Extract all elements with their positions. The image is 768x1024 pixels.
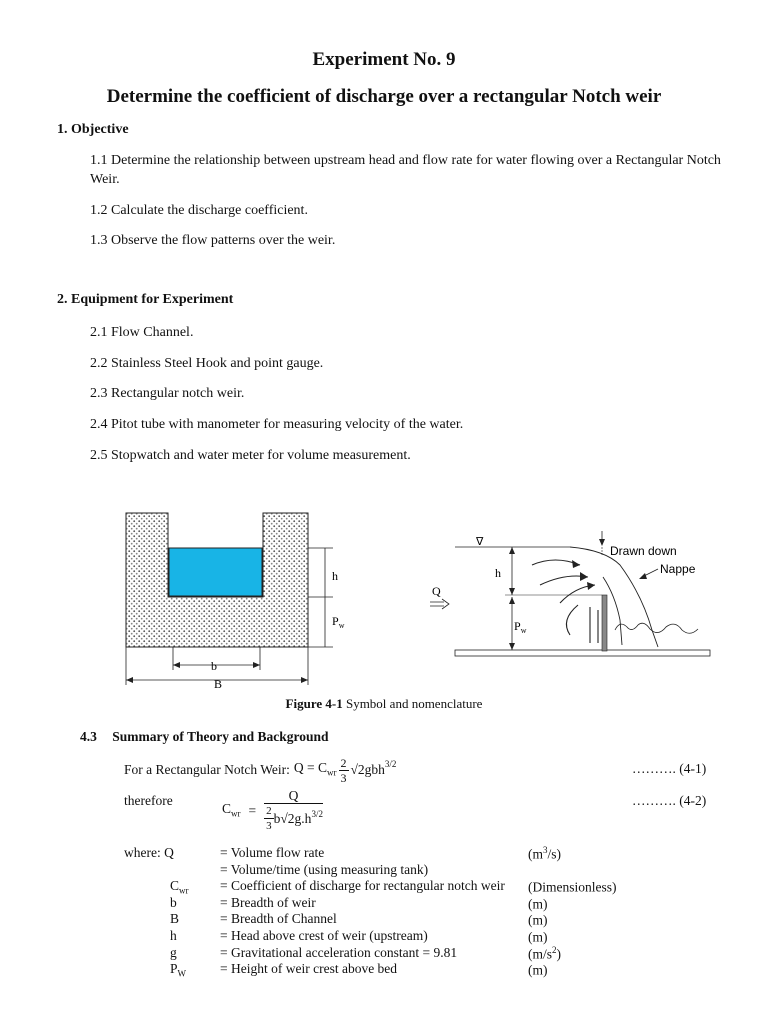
document-subtitle: Determine the coefficient of discharge over a rectangular Notch weir bbox=[106, 86, 662, 107]
label-B: B bbox=[214, 677, 223, 690]
definition-symbol: b bbox=[170, 894, 177, 910]
theory-heading-number: 4.3 bbox=[80, 729, 97, 744]
eq2-ref: ………. (4-2) bbox=[632, 793, 707, 808]
label-drawn-down: Drawn down bbox=[610, 544, 677, 558]
eq2-den-exp: 3/2 bbox=[311, 808, 323, 819]
definition-unit: $(m/s^2)$ bbox=[528, 944, 562, 962]
definition-unit: (m) bbox=[528, 962, 548, 978]
eq1-text: For a Rectangular Notch Weir: bbox=[124, 762, 290, 777]
eq2-text: therefore bbox=[124, 793, 173, 808]
label-h-side: h bbox=[495, 566, 501, 580]
definition-unit: (m) bbox=[528, 929, 548, 945]
definition-row bbox=[0, 895, 768, 912]
equipment-heading: 2. Equipment for Experiment bbox=[57, 292, 234, 307]
document-title: Experiment No. 9 bbox=[312, 49, 456, 70]
definition-row bbox=[0, 845, 768, 862]
definition-description: = Gravitational acceleration constant = 9.81 bbox=[220, 944, 458, 960]
equipment-item-2: 2.2 Stainless Steel Hook and point gauge. bbox=[90, 356, 324, 371]
objective-item-1: 1.1 Determine the relationship between upstream head and flow rate for water flowing over a Rectangular Notch Weir. bbox=[90, 153, 721, 187]
definition-unit: $(m^3/s)$ bbox=[528, 845, 561, 862]
eq2-den-c: b√2g.h bbox=[273, 810, 312, 826]
weir-cross-section-diagram bbox=[118, 505, 358, 690]
objective-item-3: 1.3 Observe the flow patterns over the weir. bbox=[90, 233, 336, 248]
svg-text:Pw bbox=[332, 614, 345, 630]
eq2-sub: wr bbox=[231, 808, 241, 819]
definition-row bbox=[0, 961, 768, 978]
definition-unit: (m) bbox=[528, 896, 548, 912]
eq1-root: √2gbh bbox=[350, 762, 385, 777]
definition-symbol: $C_{wr}$ bbox=[170, 878, 189, 896]
eq2-den-b: 3 bbox=[266, 820, 272, 832]
label-nappe: Nappe bbox=[660, 562, 696, 576]
definition-description: = Coefficient of discharge for rectangular notch weir bbox=[220, 878, 505, 894]
definition-row bbox=[0, 862, 768, 879]
water-region bbox=[169, 548, 262, 596]
equipment-item-1: 2.1 Flow Channel. bbox=[90, 325, 194, 340]
theory-heading bbox=[80, 729, 329, 745]
eq1-num: 2 bbox=[340, 755, 347, 770]
equation-4-2 bbox=[222, 782, 323, 840]
definition-description: = Volume/time (using measuring tank) bbox=[220, 861, 429, 877]
definition-symbol: h bbox=[170, 928, 177, 943]
equipment-item-3: 2.3 Rectangular notch weir. bbox=[90, 386, 245, 401]
objective-item-2: 1.2 Calculate the discharge coefficient. bbox=[90, 203, 308, 218]
eq2-equals: = bbox=[248, 803, 257, 818]
figure-caption bbox=[0, 696, 768, 712]
eq1-den: 3 bbox=[340, 770, 347, 785]
label-pw-side: P bbox=[514, 619, 521, 633]
definition-description: = Breadth of weir bbox=[220, 894, 316, 910]
eq1-lhs: Q = C bbox=[293, 759, 327, 775]
definition-description: = Height of weir crest above bed bbox=[220, 961, 398, 977]
definition-unit: (Dimensionless) bbox=[528, 879, 617, 895]
definition-row bbox=[0, 945, 768, 962]
equation-4-1 bbox=[124, 755, 396, 785]
label-b: b bbox=[211, 659, 217, 673]
free-surface-icon: ∇ bbox=[476, 535, 484, 548]
theory-heading-text: Summary of Theory and Background bbox=[112, 729, 329, 744]
definition-row bbox=[0, 911, 768, 928]
figure-caption-label: Figure 4-1 bbox=[285, 696, 343, 711]
objective-heading: 1. Objective bbox=[57, 122, 129, 137]
eq2-num: Q bbox=[264, 789, 323, 804]
definition-symbol: B bbox=[170, 911, 180, 927]
eq2-lhs: C bbox=[222, 800, 232, 816]
svg-text:Pw bbox=[514, 619, 527, 635]
label-pw-side-sub: w bbox=[520, 626, 527, 635]
eq2-den-a: 2 bbox=[266, 805, 272, 817]
definition-symbol: g bbox=[170, 944, 177, 960]
weir-side-view-diagram bbox=[420, 525, 715, 665]
eq1-exp: 3/2 bbox=[384, 759, 397, 769]
equipment-item-5: 2.5 Stopwatch and water meter for volume measurement. bbox=[90, 448, 411, 463]
definition-row bbox=[0, 878, 768, 895]
figure-caption-text: Symbol and nomenclature bbox=[342, 696, 483, 711]
eq1-sub: wr bbox=[327, 767, 337, 778]
definition-row bbox=[0, 928, 768, 945]
definition-description: = Volume flow rate bbox=[220, 845, 325, 860]
definition-symbol: $P_W$ bbox=[170, 961, 187, 979]
label-pw: P bbox=[332, 614, 339, 628]
label-pw-sub: w bbox=[338, 621, 345, 630]
equipment-item-4: 2.4 Pitot tube with manometer for measuring velocity of the water. bbox=[90, 417, 464, 432]
definition-unit: (m) bbox=[528, 912, 548, 928]
definition-description: = Breadth of Channel bbox=[220, 911, 337, 927]
eq1-ref: ………. (4-1) bbox=[632, 761, 707, 776]
label-h: h bbox=[332, 569, 338, 583]
definition-description: = Head above crest of weir (upstream) bbox=[220, 928, 428, 943]
where-label: where: Q bbox=[124, 845, 174, 860]
label-Q: Q bbox=[432, 584, 441, 598]
